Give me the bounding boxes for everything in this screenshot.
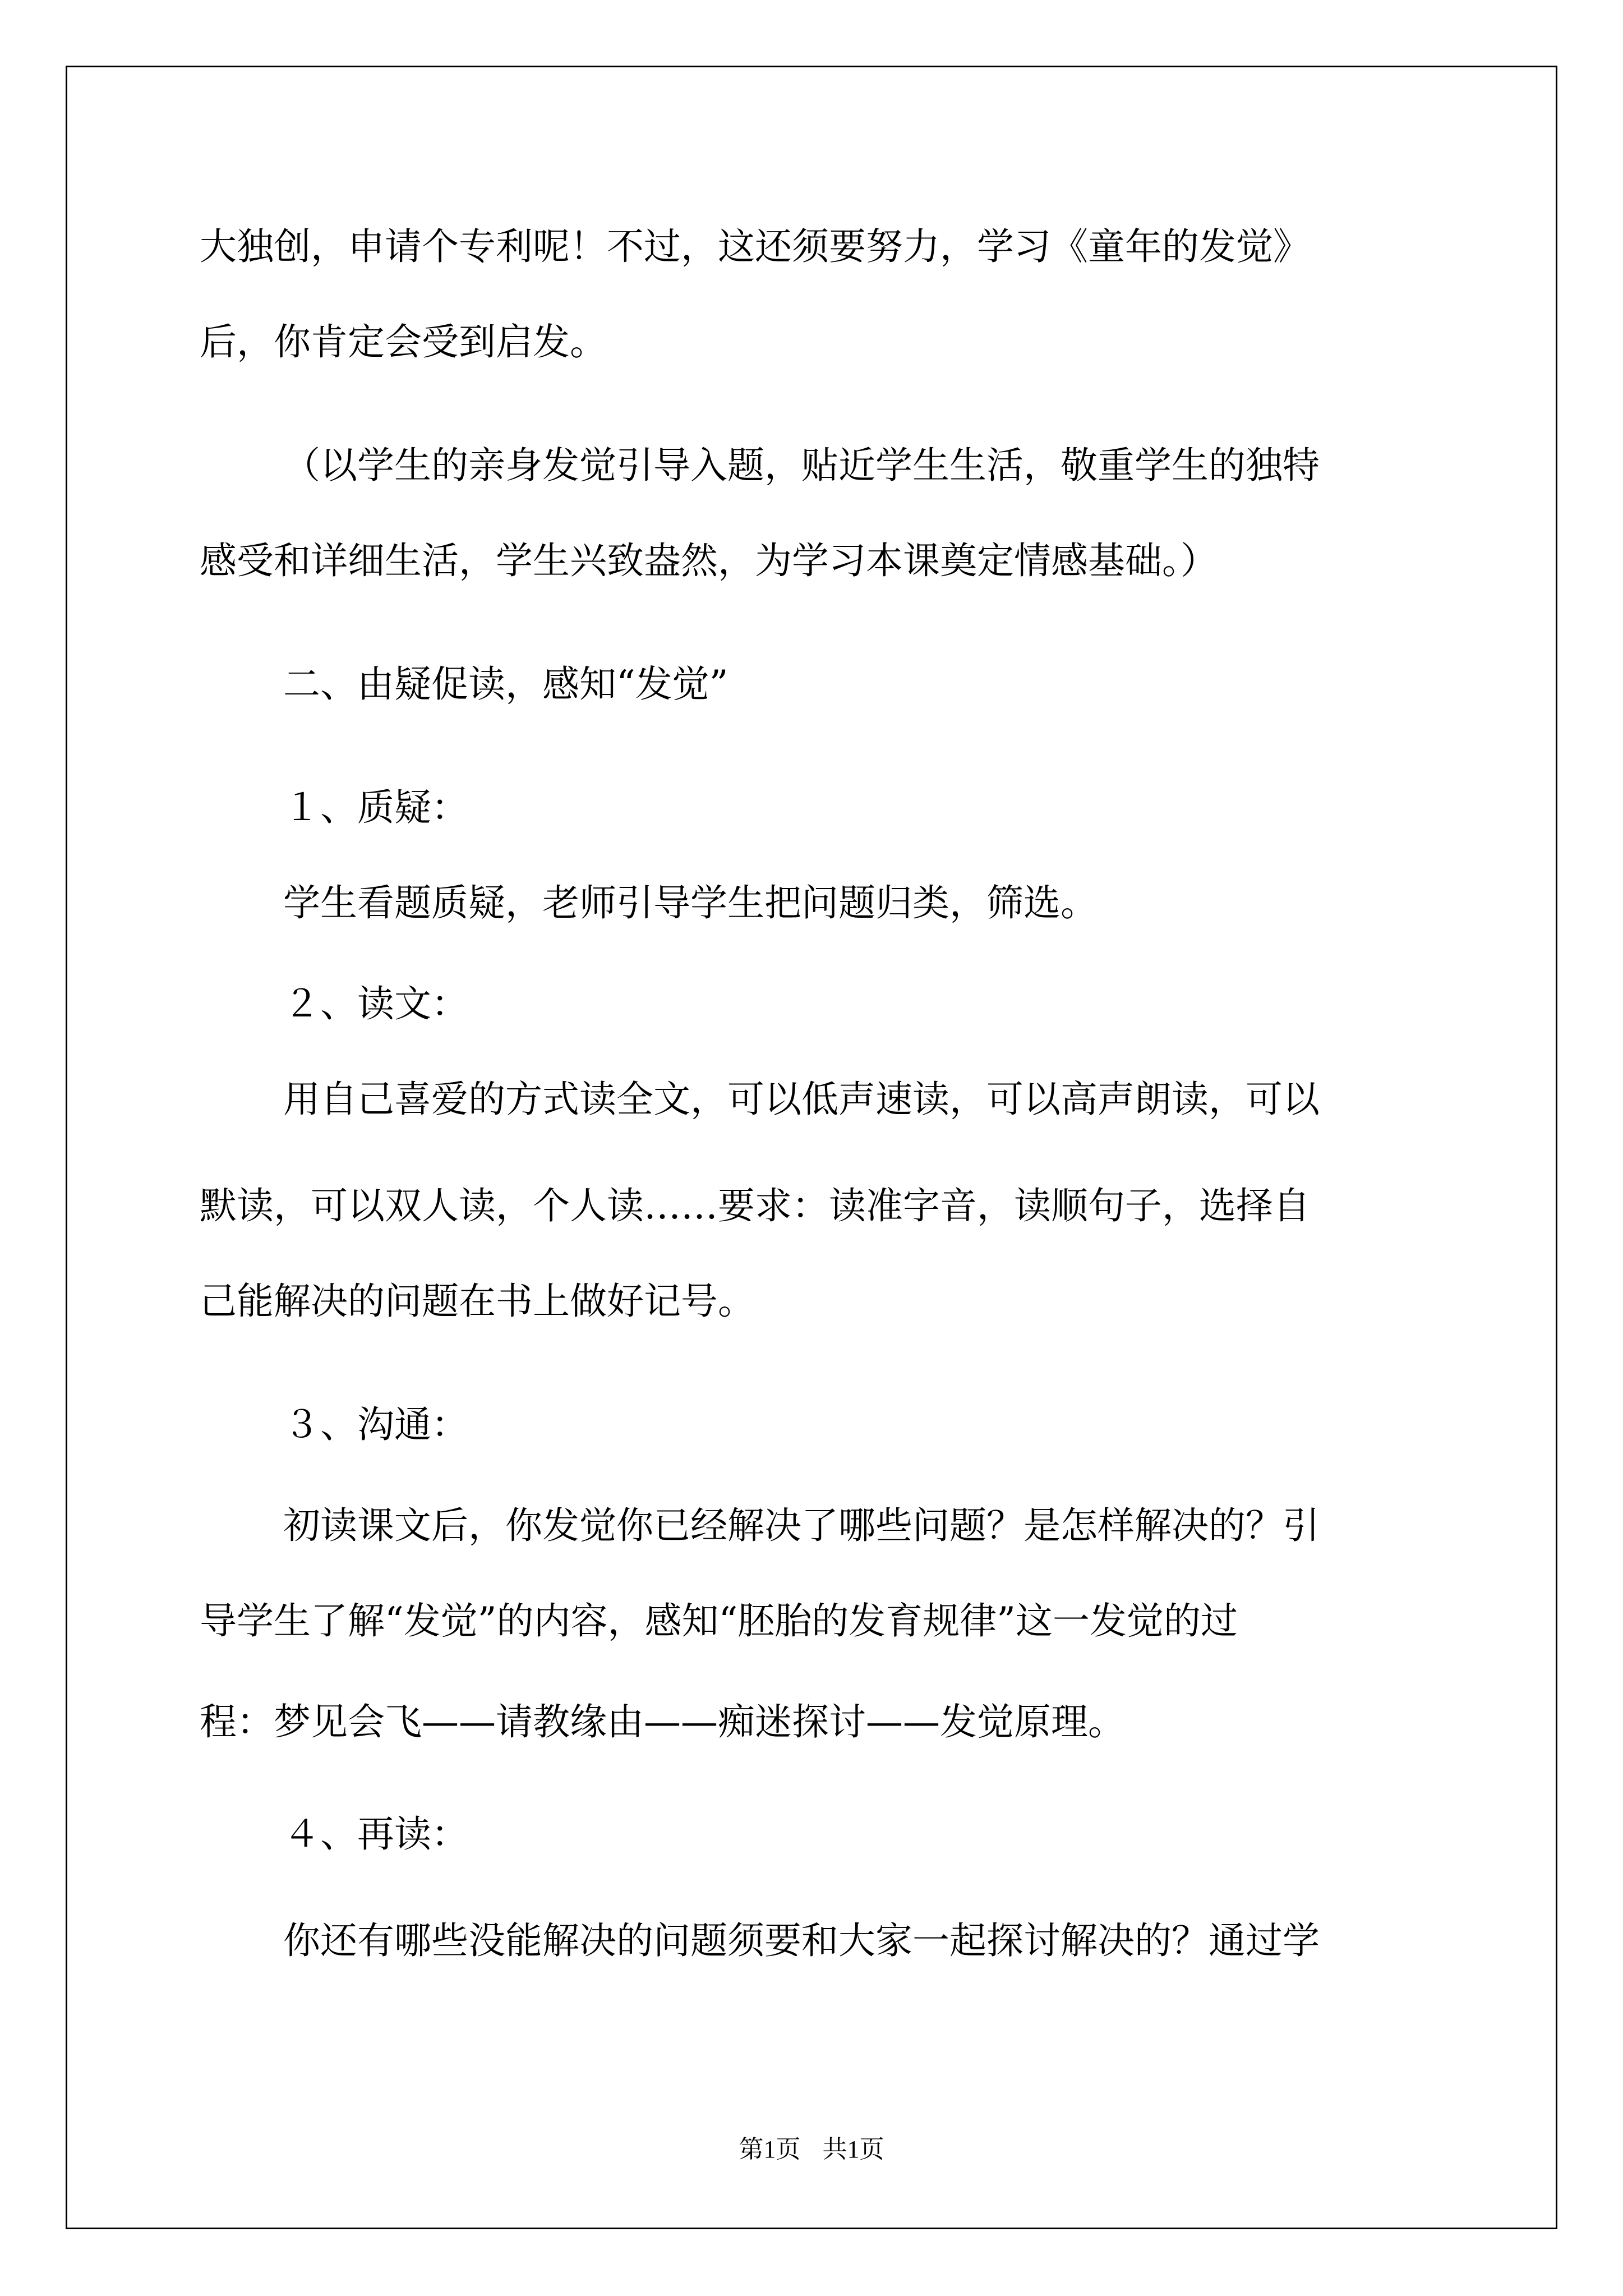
text-line-1: 大独创，申请个专利呢！不过，这还须要努力，学习《童年的发觉》: [200, 225, 1310, 268]
text-line-7: 学生看题质疑，老师引导学生把问题归类，筛选。: [283, 881, 1098, 924]
step-heading-1: １、质疑：: [283, 786, 468, 829]
text-line-15: 程：梦见会飞——请教缘由——痴迷探讨——发觉原理。: [200, 1700, 1125, 1743]
page-number: 第1页: [739, 2136, 801, 2163]
page-footer: [0, 2129, 1623, 2165]
text-line-13: 初读课文后，你发觉你已经解决了哪些问题？是怎样解决的？引: [283, 1504, 1320, 1547]
text-line-10: 默读，可以双人读，个人读……要求：读准字音，读顺句子，选择自: [200, 1184, 1310, 1227]
text-line-9: 用自己喜爱的方式读全文，可以低声速读，可以高声朗读，可以: [283, 1078, 1320, 1121]
step-heading-4: ４、再读：: [283, 1812, 468, 1856]
text-line-14: 导学生了解“发觉”的内容，感知“胚胎的发育规律”这一发觉的过: [200, 1599, 1238, 1642]
page-total: 共1页: [822, 2136, 884, 2163]
step-heading-3: ３、沟通：: [283, 1403, 468, 1446]
step-heading-2: ２、读文：: [283, 982, 468, 1025]
text-line-17: 你还有哪些没能解决的问题须要和大家一起探讨解决的？通过学: [283, 1919, 1320, 1962]
page-border: [66, 66, 1557, 2229]
text-line-4: 感受和详细生活，学生兴致盎然，为学习本课奠定情感基础。）: [200, 539, 1218, 582]
text-line-3: （以学生的亲身发觉引导入题，贴近学生生活，敬重学生的独特: [283, 444, 1320, 487]
section-heading: 二、由疑促读，感知“发觉”: [283, 662, 728, 706]
text-line-2: 后，你肯定会受到启发。: [200, 320, 607, 364]
text-line-11: 己能解决的问题在书上做好记号。: [200, 1280, 755, 1323]
